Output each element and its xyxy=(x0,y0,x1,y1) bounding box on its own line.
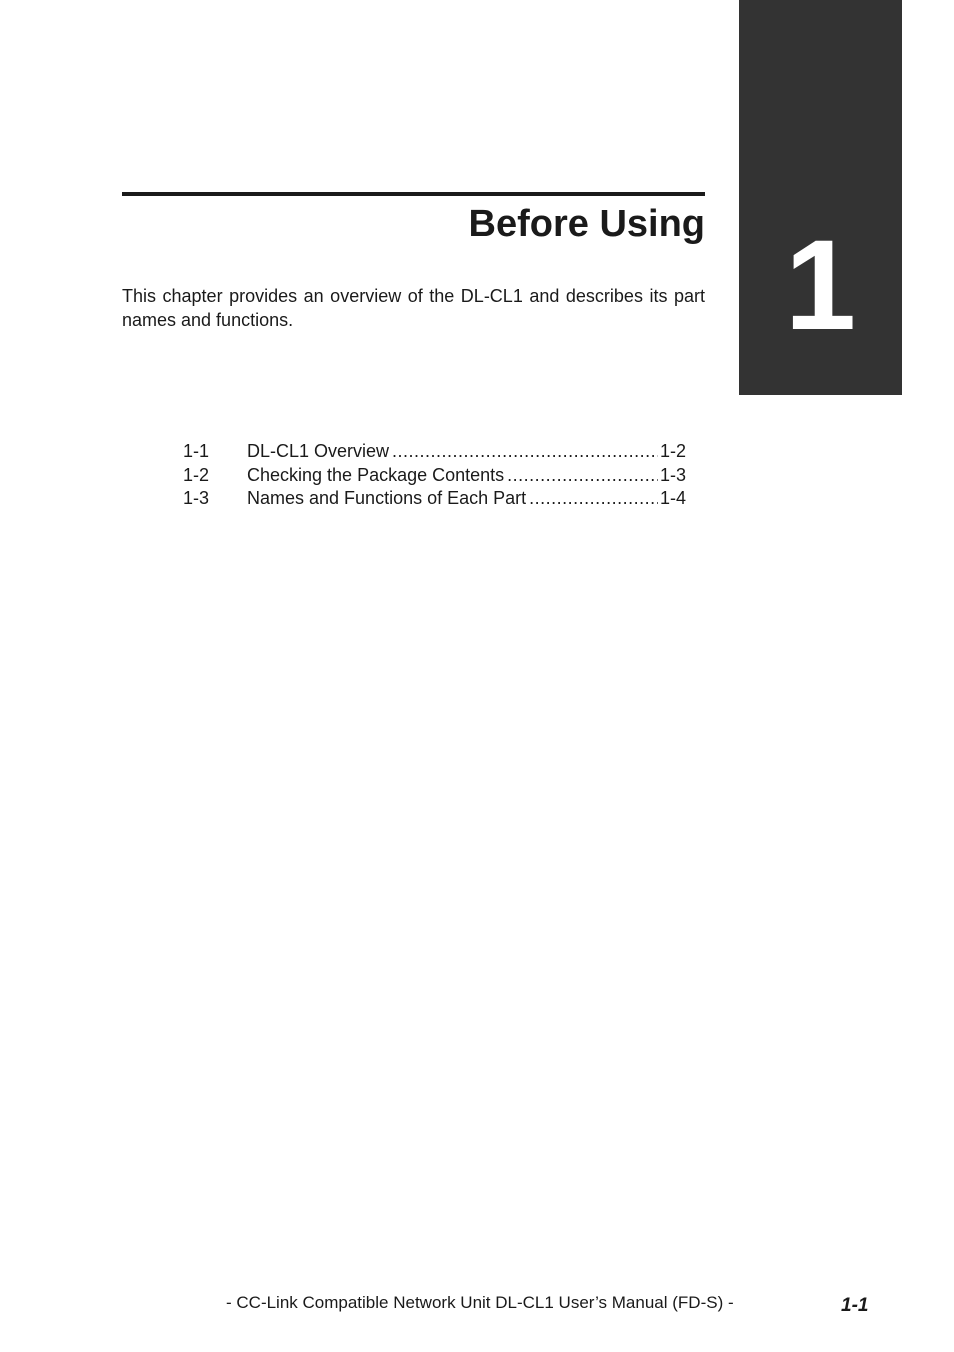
toc-entry-title: Names and Functions of Each Part xyxy=(247,488,527,508)
toc-entry-title: DL-CL1 Overview xyxy=(247,441,390,461)
footer-manual-title: - CC-Link Compatible Network Unit DL-CL1 User’s Manual (FD-S) - xyxy=(226,1293,734,1312)
page-number: 1-1 xyxy=(841,1295,869,1316)
title-rule xyxy=(122,192,705,196)
toc-entry-page: 1-2 xyxy=(659,441,686,461)
toc-entry-number: 1-2 xyxy=(183,464,210,485)
toc-dot-leader xyxy=(529,487,658,511)
toc-entry[interactable] xyxy=(183,464,686,488)
chapter-intro: This chapter provides an overview of the DL-CL1 and describes its part names and functions. xyxy=(122,286,705,330)
toc-entry-number: 1-1 xyxy=(183,441,210,461)
toc-entry-number: 1-3 xyxy=(183,488,210,508)
toc-dot-leader xyxy=(392,440,658,464)
chapter-number: 1 xyxy=(784,214,857,357)
toc-entry[interactable] xyxy=(183,440,686,464)
toc-entry-title: Checking the Package Contents xyxy=(247,464,505,485)
toc-entry[interactable] xyxy=(183,487,686,511)
table-of-contents xyxy=(183,440,686,511)
chapter-tab xyxy=(739,0,902,395)
chapter-title: Before Using xyxy=(468,203,705,245)
toc-dot-leader xyxy=(507,464,658,488)
toc-entry-page: 1-4 xyxy=(659,488,686,508)
toc-entry-page: 1-3 xyxy=(659,464,686,485)
